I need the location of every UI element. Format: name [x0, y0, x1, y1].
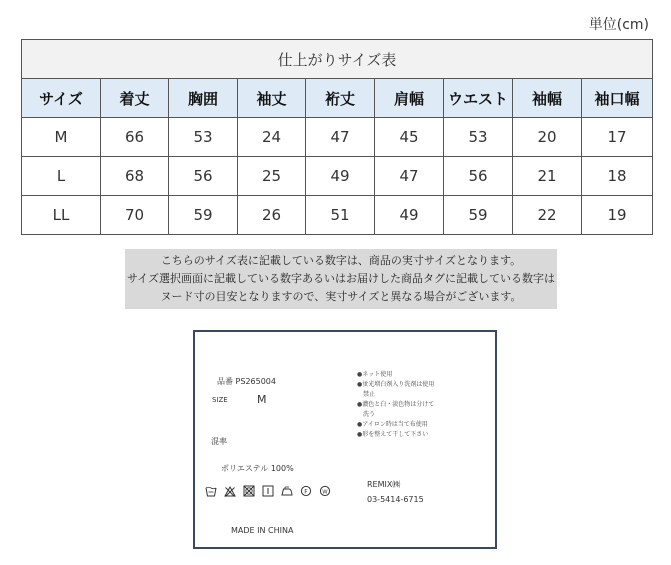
table-row [22, 157, 653, 196]
table-cell: 25 [238, 157, 306, 196]
table-cell: 49 [306, 157, 375, 196]
note-line: ヌード寸の目安となりますので、実寸サイズと異なる場合がございます。 [160, 290, 522, 303]
size-table [21, 39, 653, 235]
table-cell: 47 [306, 118, 375, 157]
care-line: ●蛍光増白剤入り洗剤は使用 [357, 381, 435, 388]
table-cell: 19 [582, 196, 653, 235]
care-line: 洗う [357, 411, 376, 418]
table-cell: 68 [101, 157, 169, 196]
product-number: 品番 PS265004 [217, 377, 276, 386]
column-header: 袖口幅 [582, 79, 653, 118]
iron-low-icon [281, 484, 293, 498]
table-cell: 18 [582, 157, 653, 196]
care-line: ●アイロン時は当て布使用 [357, 421, 428, 428]
table-cell: 45 [375, 118, 444, 157]
table-cell: 56 [169, 157, 238, 196]
table-cell: 59 [444, 196, 513, 235]
company-phone: 03-5414-6715 [367, 495, 424, 504]
table-cell: 53 [444, 118, 513, 157]
table-cell: 59 [169, 196, 238, 235]
column-header: 胸囲 [169, 79, 238, 118]
company-name: REMIX㈱ [367, 480, 401, 489]
table-cell: L [22, 157, 101, 196]
column-header: 肩幅 [375, 79, 444, 118]
care-line: ●濃色と白・淡色物は分けて [357, 401, 435, 408]
column-header: 裄丈 [306, 79, 375, 118]
country-of-origin: MADE IN CHINA [231, 526, 294, 535]
composition-value: ポリエステル 100% [221, 464, 294, 473]
table-cell: 53 [169, 118, 238, 157]
size-label: SIZE [212, 396, 228, 404]
no-tumble-dry-icon [243, 484, 255, 498]
column-header: 袖丈 [238, 79, 306, 118]
column-header: サイズ [22, 79, 101, 118]
table-cell: 21 [513, 157, 582, 196]
table-cell: 51 [306, 196, 375, 235]
no-bleach-icon [224, 484, 236, 498]
table-cell: 49 [375, 196, 444, 235]
care-line: ●ネット使用 [357, 371, 393, 378]
line-dry-icon [262, 484, 274, 498]
wash-30-icon [205, 484, 217, 498]
table-cell: 56 [444, 157, 513, 196]
size-value: M [257, 393, 267, 406]
table-cell: 20 [513, 118, 582, 157]
table-cell: 24 [238, 118, 306, 157]
care-instructions [357, 370, 434, 440]
table-cell: 66 [101, 118, 169, 157]
table-cell: 17 [582, 118, 653, 157]
svg-text:W: W [322, 489, 328, 496]
product-tag [193, 330, 497, 549]
column-header: ウエスト [444, 79, 513, 118]
table-cell: 47 [375, 157, 444, 196]
svg-text:F: F [304, 488, 308, 496]
table-header-row [22, 79, 653, 118]
column-header: 着丈 [101, 79, 169, 118]
note-line: こちらのサイズ表に記載している数字は、商品の実寸サイズとなります。 [160, 254, 522, 267]
composition-label: 混率 [211, 437, 227, 446]
table-cell: 26 [238, 196, 306, 235]
dry-clean-f-icon [300, 484, 312, 498]
table-row [22, 118, 653, 157]
table-cell: M [22, 118, 101, 157]
table-cell: LL [22, 196, 101, 235]
unit-label: 単位(cm) [588, 17, 649, 33]
note-line: サイズ選択画面に記載している数字あるいはお届けした商品タグに記載している数字は [126, 272, 556, 285]
wet-clean-icon [319, 484, 331, 498]
size-note [125, 249, 557, 309]
column-header: 袖幅 [513, 79, 582, 118]
care-line: 禁止 [357, 391, 376, 398]
table-cell: 70 [101, 196, 169, 235]
table-row [22, 196, 653, 235]
size-table-title: 仕上がりサイズ表 [22, 40, 653, 79]
care-icons [205, 484, 331, 498]
table-cell: 22 [513, 196, 582, 235]
care-line: ●形を整えて干して下さい [357, 431, 429, 438]
